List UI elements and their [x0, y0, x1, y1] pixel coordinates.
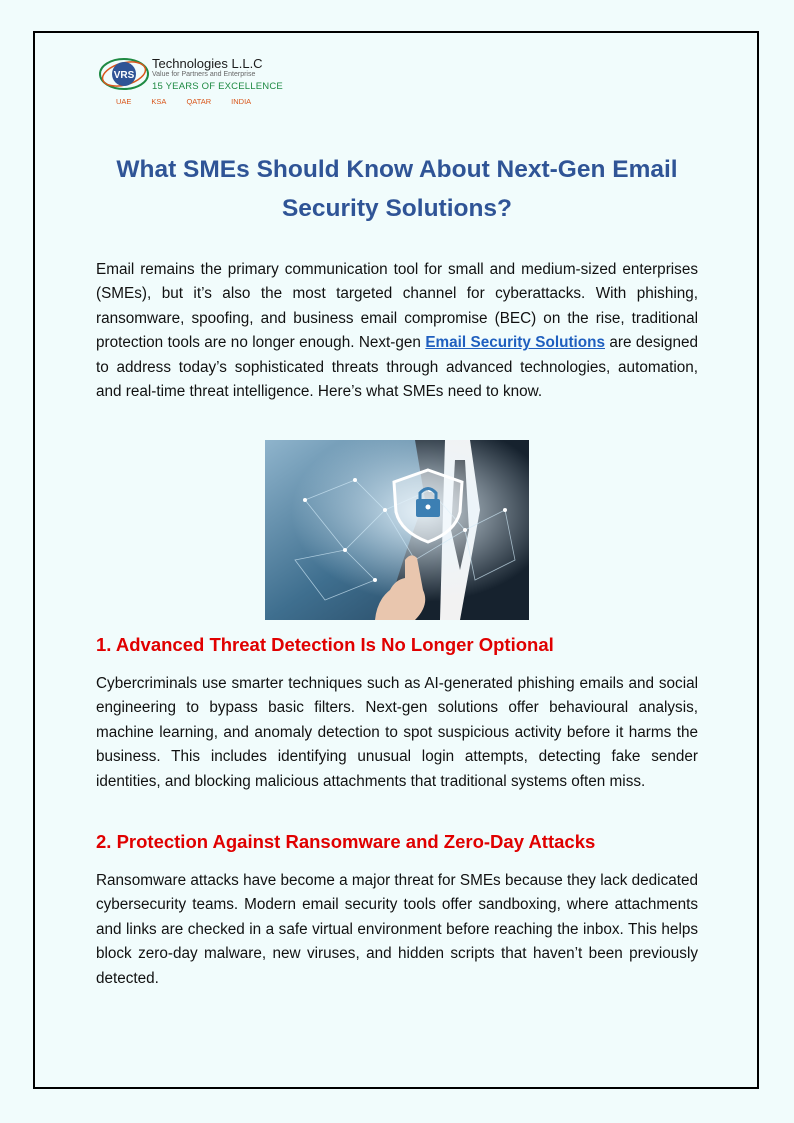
section-body: Cybercriminals use smarter techniques such as AI-generated phishing emails and social engineering to bypass basic filters. Next-gen solutions offer behavioural analysis, machine learning, and anomaly detection to spot suspicious activity before it harms the business. This includes identifying unusual login attempts, detecting fake sender identities, and blocking malicious attachments that traditional systems often miss.: [96, 675, 698, 790]
logo-countries: [116, 97, 271, 106]
logo-country: INDIA: [231, 97, 252, 106]
intro-paragraph: [96, 258, 698, 404]
hero-image: [265, 440, 529, 620]
logo-years-badge: 15 YEARS OF EXCELLENCE: [152, 81, 283, 92]
email-security-solutions-link[interactable]: Email Security Solutions: [425, 334, 605, 352]
intro-text-before: Email remains the primary communication tool for small and medium-sized enterprises (SMEs), but it’s also the most targeted channel for cyberattacks. With phishing, ransomware, spoofing, and business email compromise (BEC) on the rise, traditional protection tools are no longer enough. Next-gen: [96, 261, 698, 352]
page-title: What SMEs Should Know About Next-Gen Email Security Solutions?: [116, 156, 678, 222]
logo-country: KSA: [151, 97, 167, 106]
logo-company-name: Technologies L.L.C: [152, 56, 263, 71]
intro-text-after: are designed to address today’s sophisticated threats through advanced technologies, automation, and real-time threat intelligence. Here’s what SMEs need to know.: [96, 334, 699, 401]
vrs-logo-icon: [98, 52, 150, 96]
logo-mark-text: VRS: [113, 70, 135, 81]
logo-tagline: Value for Partners and Enterprise: [152, 71, 256, 78]
company-logo: [98, 52, 298, 112]
section-heading: 1. Advanced Threat Detection Is No Longer Optional: [96, 634, 554, 655]
section-heading: 2. Protection Against Ransomware and Zero-Day Attacks: [96, 831, 596, 852]
logo-country: QATAR: [186, 97, 212, 106]
logo-country: UAE: [116, 97, 132, 106]
section-body: Ransomware attacks have become a major threat for SMEs because they lack dedicated cybersecurity teams. Modern email security tools offer sandboxing, where attachments and links are checked in a safe virtual environment before reaching the inbox. This helps block zero-day malware, new viruses, and hidden scripts that haven’t been previously detected.: [96, 872, 698, 987]
security-shield-illustration: [265, 440, 529, 620]
